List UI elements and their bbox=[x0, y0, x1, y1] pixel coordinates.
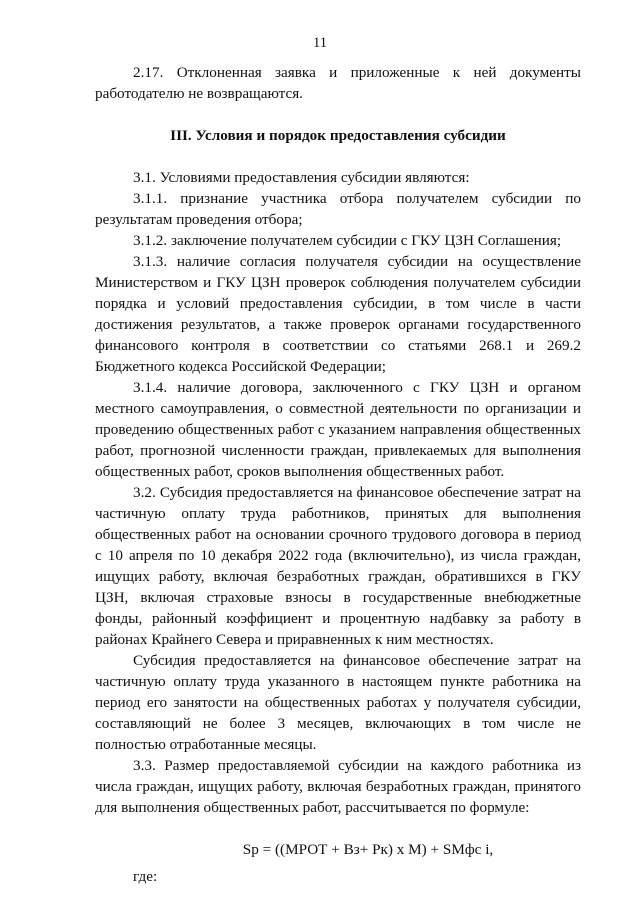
spacer bbox=[95, 818, 581, 839]
subsidy-formula: Sp = ((МРОТ + Вз+ Рк) х М) + SМфс i, bbox=[242, 841, 494, 858]
where-label: где: bbox=[133, 868, 158, 885]
section-heading: III. Условия и порядок предоставления субсидии bbox=[170, 127, 506, 144]
paragraph-2-17: 2.17. Отклоненная заявка и приложенные к ней документы работодателю не возвращаются. bbox=[95, 64, 581, 102]
paragraph-3-1-1: 3.1.1. признание участника отбора получателем субсидии по результатам проведения отбора; bbox=[95, 190, 581, 228]
page-number: 11 bbox=[313, 35, 327, 51]
document-body bbox=[95, 62, 581, 887]
paragraph-3-1-3: 3.1.3. наличие согласия получателя субсидии на осуществление Министерством и ГКУ ЦЗН проверок соблюдения получателем субсидии порядка и условий предоставления субсидии, в том числе в части достижения результатов, а также проверок органами государственного финансового контроля в соответствии со статьями 268.1 и 269.2 Бюджетного кодекса Российской Федерации; bbox=[95, 253, 581, 375]
spacer bbox=[95, 104, 581, 125]
paragraph-3-2-continued: Субсидия предоставляется на финансовое обеспечение затрат на частичную оплату труда указанного в настоящем пункте работника на период его занятости на общественных работах у получателя субсидии, составляющий не более 3 месяцев, включающих в том числе не полностью отработанные месяцы. bbox=[95, 652, 581, 753]
paragraph-3-1: 3.1. Условиями предоставления субсидии являются: bbox=[133, 169, 470, 186]
paragraph-3-1-4: 3.1.4. наличие договора, заключенного с ГКУ ЦЗН и органом местного самоуправления, о совместной деятельности по организации и проведению общественных работ с указанием направления общественных работ, прогнозной численности граждан, привлекаемых для выполнения общественных работ, сроков выполнения общественных работ. bbox=[95, 379, 581, 480]
paragraph-3-3: 3.3. Размер предоставляемой субсидии на каждого работника из числа граждан, ищущих работу, включая безработных граждан, принятого для выполнения общественных работ, рассчитывается по формуле: bbox=[95, 757, 581, 816]
paragraph-3-2: 3.2. Субсидия предоставляется на финансовое обеспечение затрат на частичную оплату труда работников, принятых для выполнения общественных работ на основании срочного трудового договора в период с 10 апреля по 10 декабря 2022 года (включительно), из числа граждан, ищущих работу, включая безработных граждан, обратившихся в ГКУ ЦЗН, включая страховые взносы в государственные внебюджетные фонды, районный коэффициент и процентную надбавку за работу в районах Крайнего Севера и приравненных к ним местностях. bbox=[95, 484, 581, 648]
spacer bbox=[95, 146, 581, 167]
paragraph-3-1-2: 3.1.2. заключение получателем субсидии с ГКУ ЦЗН Соглашения; bbox=[133, 232, 562, 249]
